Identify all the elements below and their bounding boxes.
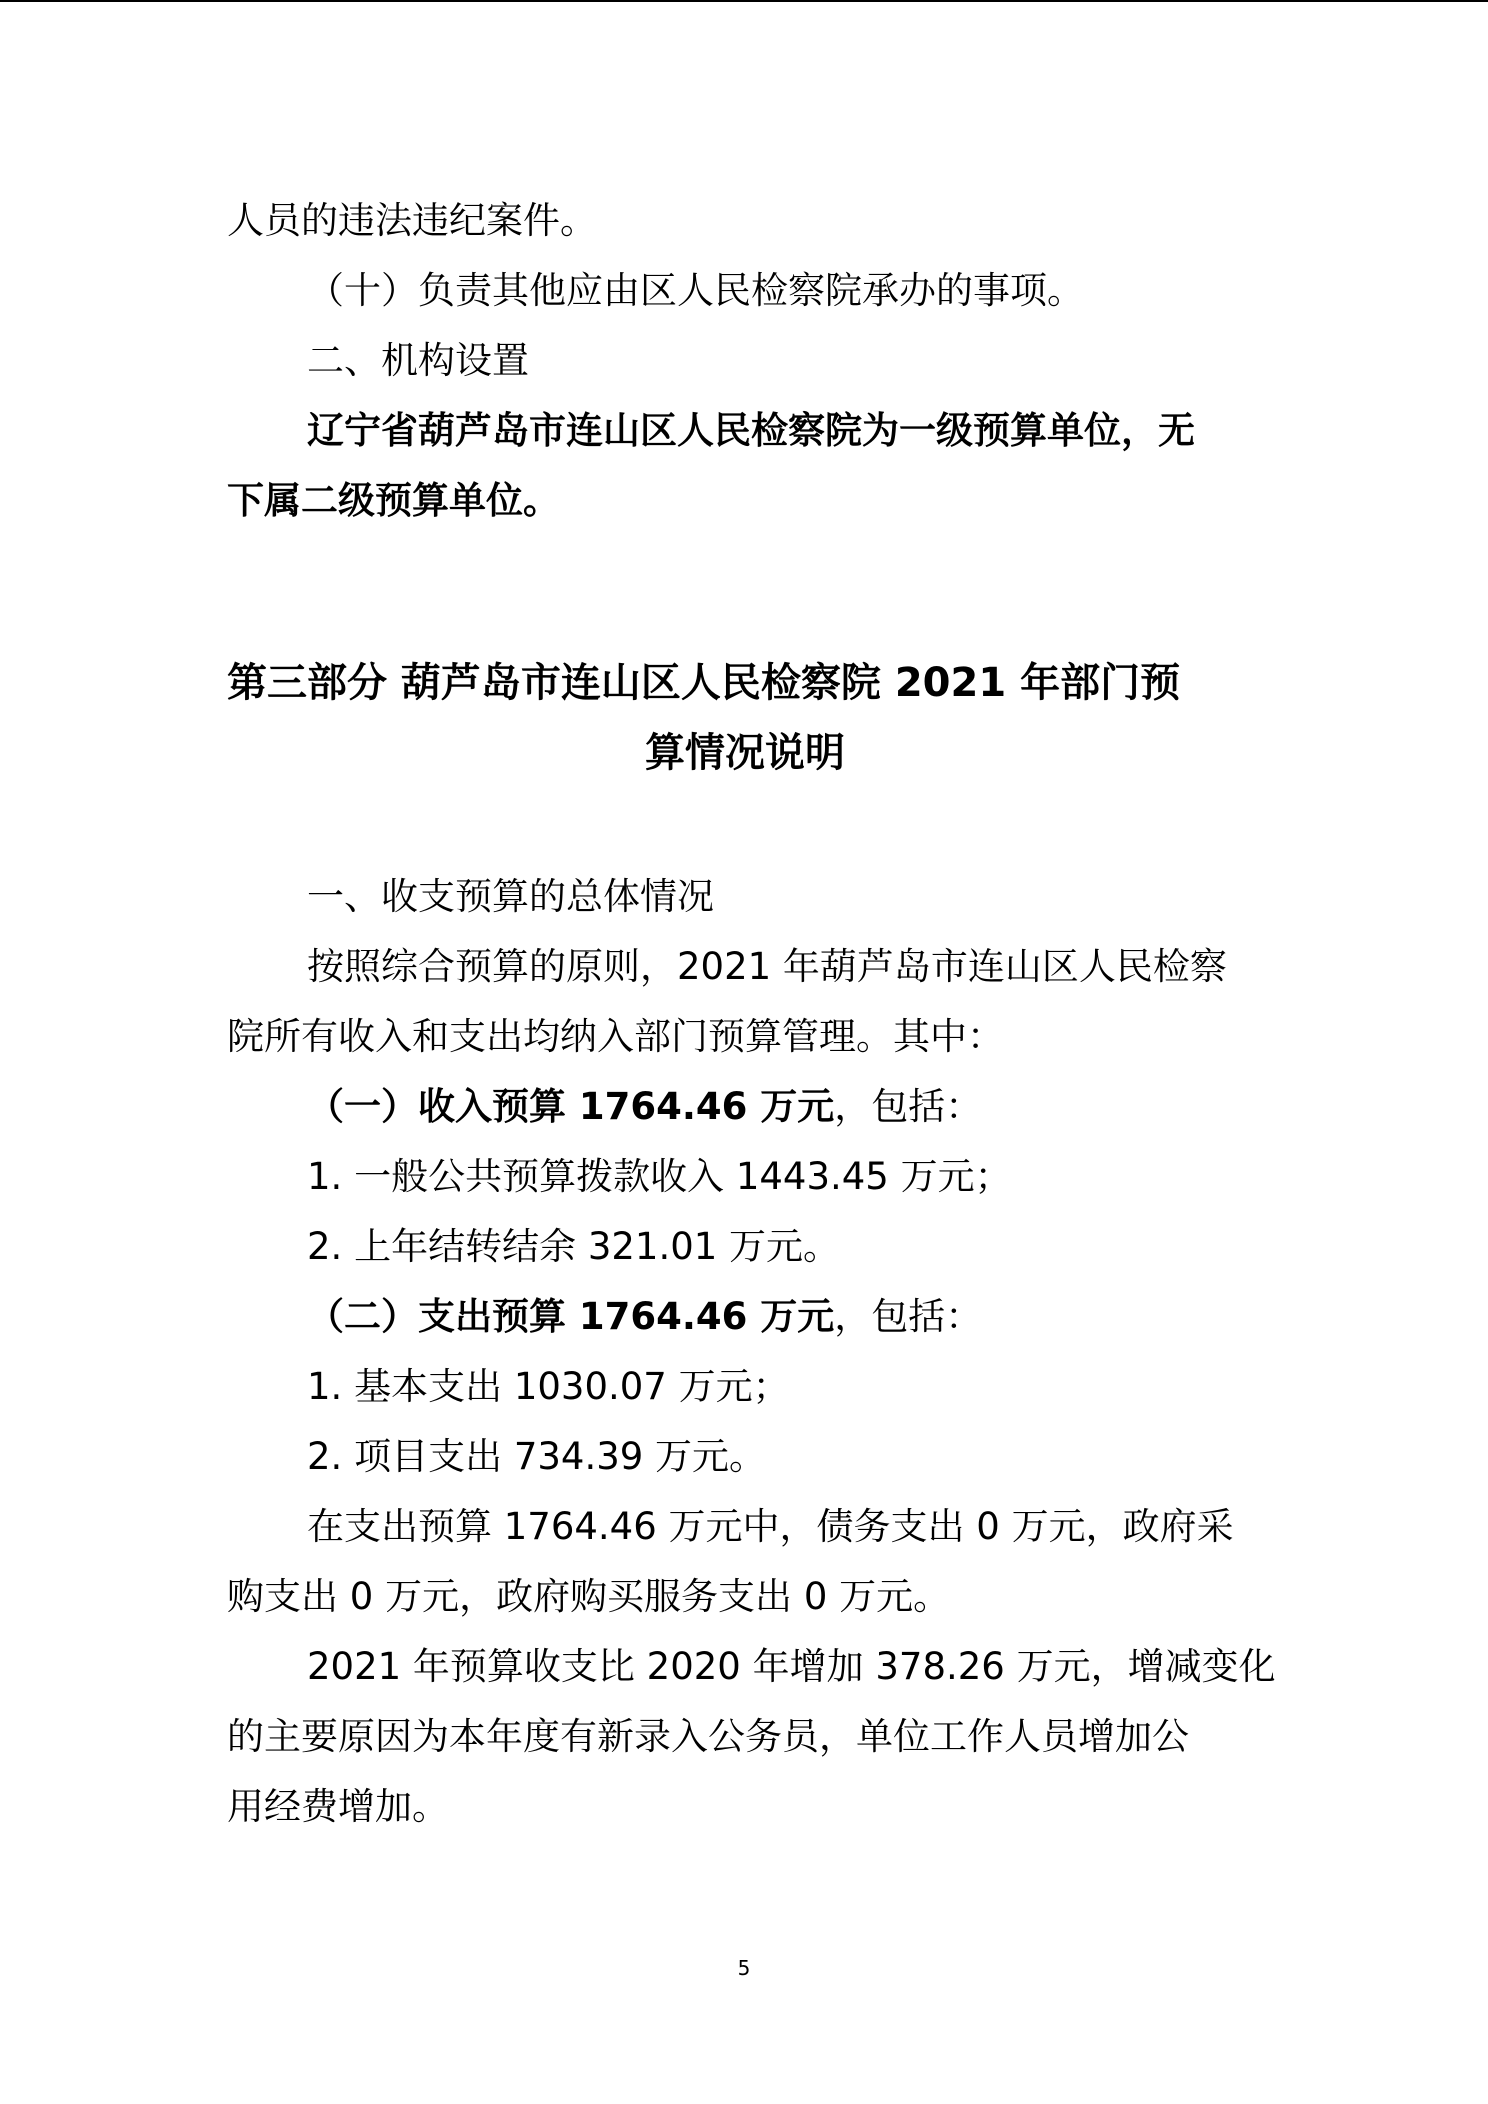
- income-budget-rest: ，包括：: [834, 1085, 983, 1128]
- part-heading-line1: 第三部分 葫芦岛市连山区人民检察院 2021 年部门预: [227, 660, 1181, 706]
- paragraph-line: 按照综合预算的原则，2021 年葫芦岛市连山区人民检察: [307, 945, 1227, 988]
- expense-budget-line: [227, 1282, 1263, 1352]
- section-title-overview: 一、收支预算的总体情况: [307, 875, 714, 918]
- part-heading-line2: 算情况说明: [645, 730, 845, 776]
- paragraph-line: （十）负责其他应由区人民检察院承办的事项。: [307, 269, 1084, 312]
- income-budget-bold: （一）收入预算 1764.46 万元: [307, 1085, 835, 1128]
- paragraph-line: 在支出预算 1764.46 万元中，债务支出 0 万元，政府采: [307, 1505, 1234, 1548]
- paragraph-line: 院所有收入和支出均纳入部门预算管理。其中：: [227, 1015, 1004, 1058]
- paragraph-line-bold: 辽宁省葫芦岛市连山区人民检察院为一级预算单位，无: [307, 409, 1195, 452]
- income-budget-line: [227, 1072, 1263, 1142]
- paragraph-line: 用经费增加。: [227, 1785, 449, 1828]
- section-title-institution: 二、机构设置: [307, 339, 529, 382]
- paragraph-line: 2021 年预算收支比 2020 年增加 378.26 万元，增减变化: [307, 1645, 1276, 1688]
- expense-budget-rest: ，包括：: [834, 1295, 983, 1338]
- list-item: 1. 一般公共预算拨款收入 1443.45 万元；: [307, 1155, 1012, 1198]
- document-page: [227, 186, 1276, 1842]
- paragraph-line-bold: 下属二级预算单位。: [227, 479, 560, 522]
- list-item: 1. 基本支出 1030.07 万元；: [307, 1365, 790, 1408]
- top-border-rule: [0, 0, 1488, 2]
- page-number: 5: [737, 1956, 751, 1980]
- paragraph-line: 人员的违法违纪案件。: [227, 199, 597, 242]
- list-item: 2. 项目支出 734.39 万元。: [307, 1435, 767, 1478]
- paragraph-line: 的主要原因为本年度有新录入公务员，单位工作人员增加公: [227, 1715, 1189, 1758]
- list-item: 2. 上年结转结余 321.01 万元。: [307, 1225, 841, 1268]
- paragraph-line: 购支出 0 万元，政府购买服务支出 0 万元。: [227, 1575, 951, 1618]
- expense-budget-bold: （二）支出预算 1764.46 万元: [307, 1295, 835, 1338]
